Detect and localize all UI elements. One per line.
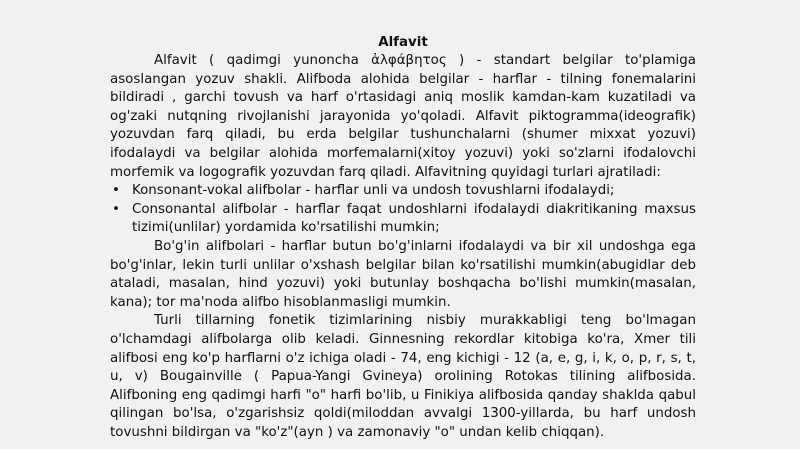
list-item: • Konsonant-vokal alifbolar - harflar unli va undosh tovushlarni ifodalaydi; (132, 182, 696, 201)
alphabet-types-list (110, 182, 696, 238)
list-item: • Consonantal alifbolar - harflar faqat undoshlarni ifodalaydi diakritikaning maxsus tizimi(unlilar) yordamida ko'rsatilishi mumkin; (132, 201, 696, 238)
intro-paragraph: Alfavit ( qadimgi yunoncha ἀλφάβητος ) - standart belgilar to'plamiga asoslangan yozuv shakli. Alifboda alohida belgilar - harflar - tilning fonemalarini bildiradi , garchi tovush va harf o'rtasidagi aniq moslik kamdan-kam kuzatiladi va og'zaki nutqning rivojlanishi jarayonida yo'qoladi. Alfavit piktogramma(ideografik) yozuvdan farq qiladi, bu erda belgilar tushunchalarni (shumer mixxat yozuvi) ifodalaydi va belgilar alohida morfemalarni(xitoy yozuvi) yoki so'zlarni ifodalovchi morfemik va logografik yozuvdan farq qiladi. Alfavitning quyidagi turlari ajratiladi: (110, 53, 696, 180)
page-title: Alfavit (378, 35, 428, 50)
records-paragraph: Turli tillarning fonetik tizimlarining nisbiy murakkabligi teng bo'lmagan o'lchamdagi alifbolarga olib keladi. Ginnesning rekordlar kitobiga ko'ra, Xmer tili alifbosi eng ko'p harflarni o'z ichiga oladi - 74, eng kichigi - 12 (a, e, g, i, k, o, p, r, s, t, u, v) Bougainville ( Papua-Yangi Gvineya) orolining Rotokas tilining alifbosida. Alifboning eng qadimgi harfi "o" harfi bo'lib, u Finikiya alifbosida qanday shaklda qabul qilingan bo'lsa, o'zgarishsiz qoldi(miloddan avvalgi 1300-yillarda, bu harf undosh tovushni bildirgan va "ko'z"(ayn ) va zamonaviy "o" undan kelib chiqqan). (110, 313, 696, 440)
syllabic-paragraph: Bo'g'in alifbolari - harflar butun bo'g'inlarni ifodalaydi va bir xil undoshga ega bo'g'inlar, lekin turli unlilar o'xshash belgilar bilan ko'rsatilishi mumkin(abugidlar deb ataladi, masalan, hind yozuvi) yoki butunlay boshqacha bo'lishi mumkin(masalan, kana); tor ma'noda alifbo hisoblanmasligi mumkin. (110, 238, 696, 310)
